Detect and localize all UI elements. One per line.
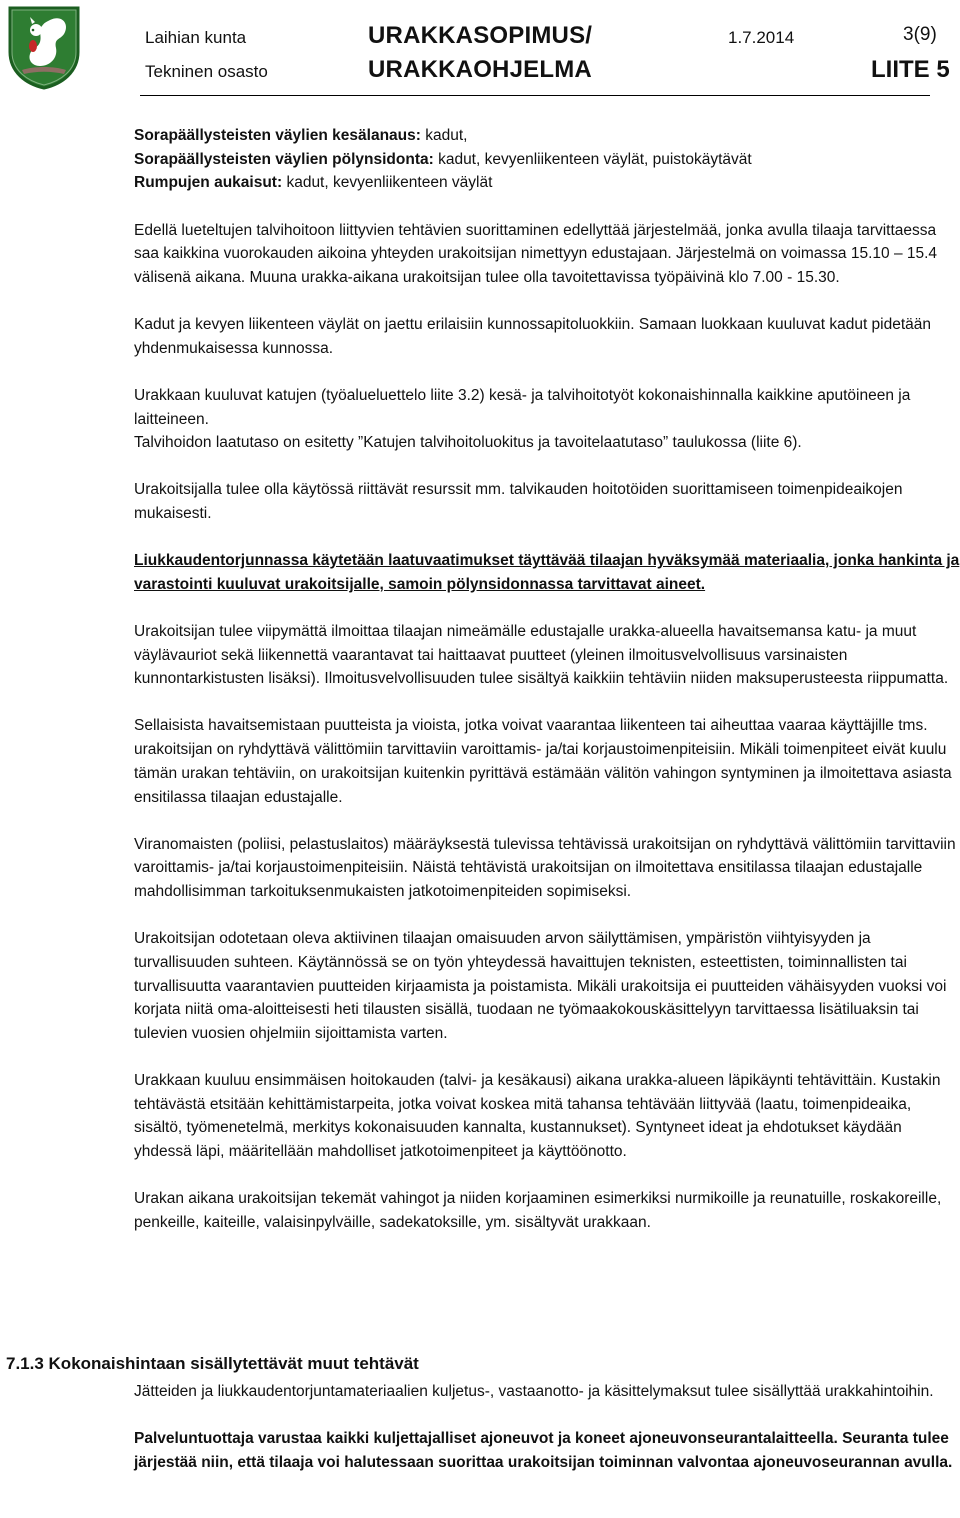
municipality-name: Laihian kunta: [145, 28, 247, 47]
paragraph-damage-reporting: Urakoitsijan tulee viipymättä ilmoittaa tilaajan nimeämälle edustajalle urakka-alueella havaitsemansa katu- ja muut väylävauriot sekä liikennettä vaarantavat tai haittaavat puutteet (yleinen ilmoitusvelvollisuus varsinaisten kunnontarkistusten lisäksi). Ilmoitusvelvollisuuden tulee sisältyä kaikkiin tehtäviin niiden maksuperusteesta riippumatta.: [134, 622, 949, 688]
paragraph-waste-fees: Jätteiden ja liukkaudentorjuntamateriaalien kuljetus-, vastaanotto- ja käsittelymaksut tulee sisällyttää urakkahintoihin.: [134, 1383, 934, 1400]
paragraph-authority-tasks: Viranomaisten (poliisi, pelastuslaitos) määräyksestä tulevissa tehtävissä urakoitsijan on ryhdyttävä välittömiin tarvittaviin varoittamis- ja/tai korjaustoimenpiteisiin. Näistä tehtävistä urakoitsijan on ilmoitettava ensitilassa tilaajan edustajalle mahdollisimman tarkoituksenmukaisten jatkotoimenpiteiden sopimiseksi.: [134, 835, 956, 900]
paragraph-contact-system: Edellä lueteltujen talvihoitoon liittyvien tehtävien suorittaminen edellyttää järjestelmää, jonka avulla tilaaja tarvittaessa saa kaikkina vuorokauden aikoina yhteyden urakoitsijan nimettyyn edustajaan. Järjestelmä on voimassa 15.10 – 15.4 välisenä aikana. Muuna urakka-aikana urakoitsijan tulee olla tavoitettavissa työpäivinä klo 7.00 - 15.30.: [134, 221, 938, 286]
paragraph-vehicle-tracking: Palveluntuottaja varustaa kaikki kuljettajalliset ajoneuvot ja koneet ajoneuvonseurantalaitteella. Seuranta tulee järjestää niin, että tilaaja voi halutessaan suorittaa urakoitsijan toiminnan valvontaa ajoneuvoseurannan avulla.: [134, 1430, 953, 1471]
paragraph-development-review: Urakkaan kuuluu ensimmäisen hoitokauden (talvi- ja kesäkausi) aikana urakka-alueen läpikäynti tehtävittäin. Kustakin tehtävästä etsitään kehittämistarpeita, jotka voivat koskea mitä tahansa tehtävään liittyvää (laatu, toimenpideaika, sisältö, työmenetelmä, merkitys kokonaisuuden kannalta, kustannukset). Syntyneet ideat ja ehdotukset käydään yhdessä läpi, määritellään mahdolliset jatkotoimenpiteet ja käyttöönotto.: [134, 1072, 941, 1161]
header-divider: [140, 95, 930, 96]
municipal-crest-logo: [6, 4, 82, 90]
page-number: 3(9): [903, 24, 937, 45]
document-title-line2: URAKKAOHJELMA: [368, 56, 592, 83]
task-line: [134, 171, 960, 195]
document-title-line1: URAKKASOPIMUS/: [368, 22, 593, 49]
section-heading: 7.1.3 Kokonaishintaan sisällytettävät muut tehtävät: [6, 1354, 419, 1373]
paragraph-quality-level: Talvihoidon laatutaso on esitetty ”Katujen talvihoitoluokitus ja tavoitelaatutaso” taulukossa (liite 6).: [134, 434, 802, 452]
document-body: [134, 124, 960, 1258]
paragraph-maintenance-classes: Kadut ja kevyen liikenteen väylät on jaettu erilaisiin kunnossapitoluokkiin. Samaan luokkaan kuuluvat kadut pidetään yhdenmukaisessa kunnossa.: [134, 316, 932, 357]
task-line: [134, 124, 960, 148]
task-label: Rumpujen aukaisut:: [134, 174, 283, 192]
task-line: [134, 148, 960, 172]
paragraph-resources: Urakoitsijalla tulee olla käytössä riittävät resurssit mm. talvikauden hoitotöiden suorittamiseen toimenpideaikojen mukaisesti.: [134, 481, 903, 522]
section-body: [134, 1380, 960, 1498]
paragraph-group-scope: [134, 384, 960, 455]
paragraph-scope: Urakkaan kuuluvat katujen (työalueluettelo liite 3.2) kesä- ja talvihoitotyöt kokonaishinnalla kaikkine aputöineen ja laitteineen.: [134, 386, 911, 428]
task-text: kadut, kevyenliikenteen väylät: [282, 174, 493, 192]
paragraph-damages: Urakan aikana urakoitsijan tekemät vahingot ja niiden korjaaminen esimerkiksi nurmikoille ja reunatuille, roskakoreille, penkeille, kaiteille, valaisinpylväille, sadekatoksille, ym. sisältyvät urakkaan.: [134, 1190, 942, 1231]
maintenance-task-list: [134, 124, 960, 195]
task-text: kadut, kevyenliikenteen väylät, puistokäytävät: [433, 150, 752, 168]
task-text: kadut,: [420, 127, 468, 144]
document-date: 1.7.2014: [728, 28, 795, 47]
paragraph-anti-skid-materials: Liukkaudentorjunnassa käytetään laatuvaatimukset täyttävää tilaajan hyväksymää materiaalia, jonka hankinta ja varastointi kuuluvat urakoitsijalle, samoin pölynsidonnassa tarvittavat aineet.: [134, 552, 960, 593]
page-header: [0, 0, 960, 100]
attachment-label: LIITE 5: [871, 56, 950, 83]
department-name: Tekninen osasto: [145, 62, 268, 81]
paragraph-asset-value: Urakoitsijan odotetaan oleva aktiivinen tilaajan omaisuuden arvon säilyttämisen, ympäristön viihtyisyyden ja turvallisuuden suhteen. Käytännössä se on työn yhteydessä havaittujen teknisten, esteettisten, toiminnallisten tai turvallisuutta vaarantavien puutteiden kirjaamista ja poistamista. Mikäli urakoitsija ei puutteiden vähäisyyden vuoksi voi korjata niitä oma-aloitteisesti heti tilausten sisällä, tuodaan ne työmaakokouskäsittelyyn tarvittaessa lisätiluaksin tai tulevien vuosien ohjelmiin sijoittamista varten.: [134, 930, 947, 1042]
task-label: Sorapäällysteisten väylien kesälanaus:: [134, 127, 421, 144]
task-label: Sorapäällysteisten väylien pölynsidonta:: [134, 150, 434, 168]
paragraph-hazard-response: Sellaisista havaitsemistaan puutteista ja vioista, jotka voivat vaarantaa liikenteen tai aiheuttaa vaaraa käyttäjille tms. urakoitsijan on ryhdyttävä välittömiin tarvittaviin varoittamis- ja/tai korjaustoimenpiteisiin. Mikäli toimenpiteet eivät kuulu tämän urakan tehtäviin, on urakoitsijan kuitenkin pyrittävä estämään välitön vahingon syntyminen ja ilmoitettava asiasta ensitilassa tilaajan edustajalle.: [134, 717, 952, 806]
